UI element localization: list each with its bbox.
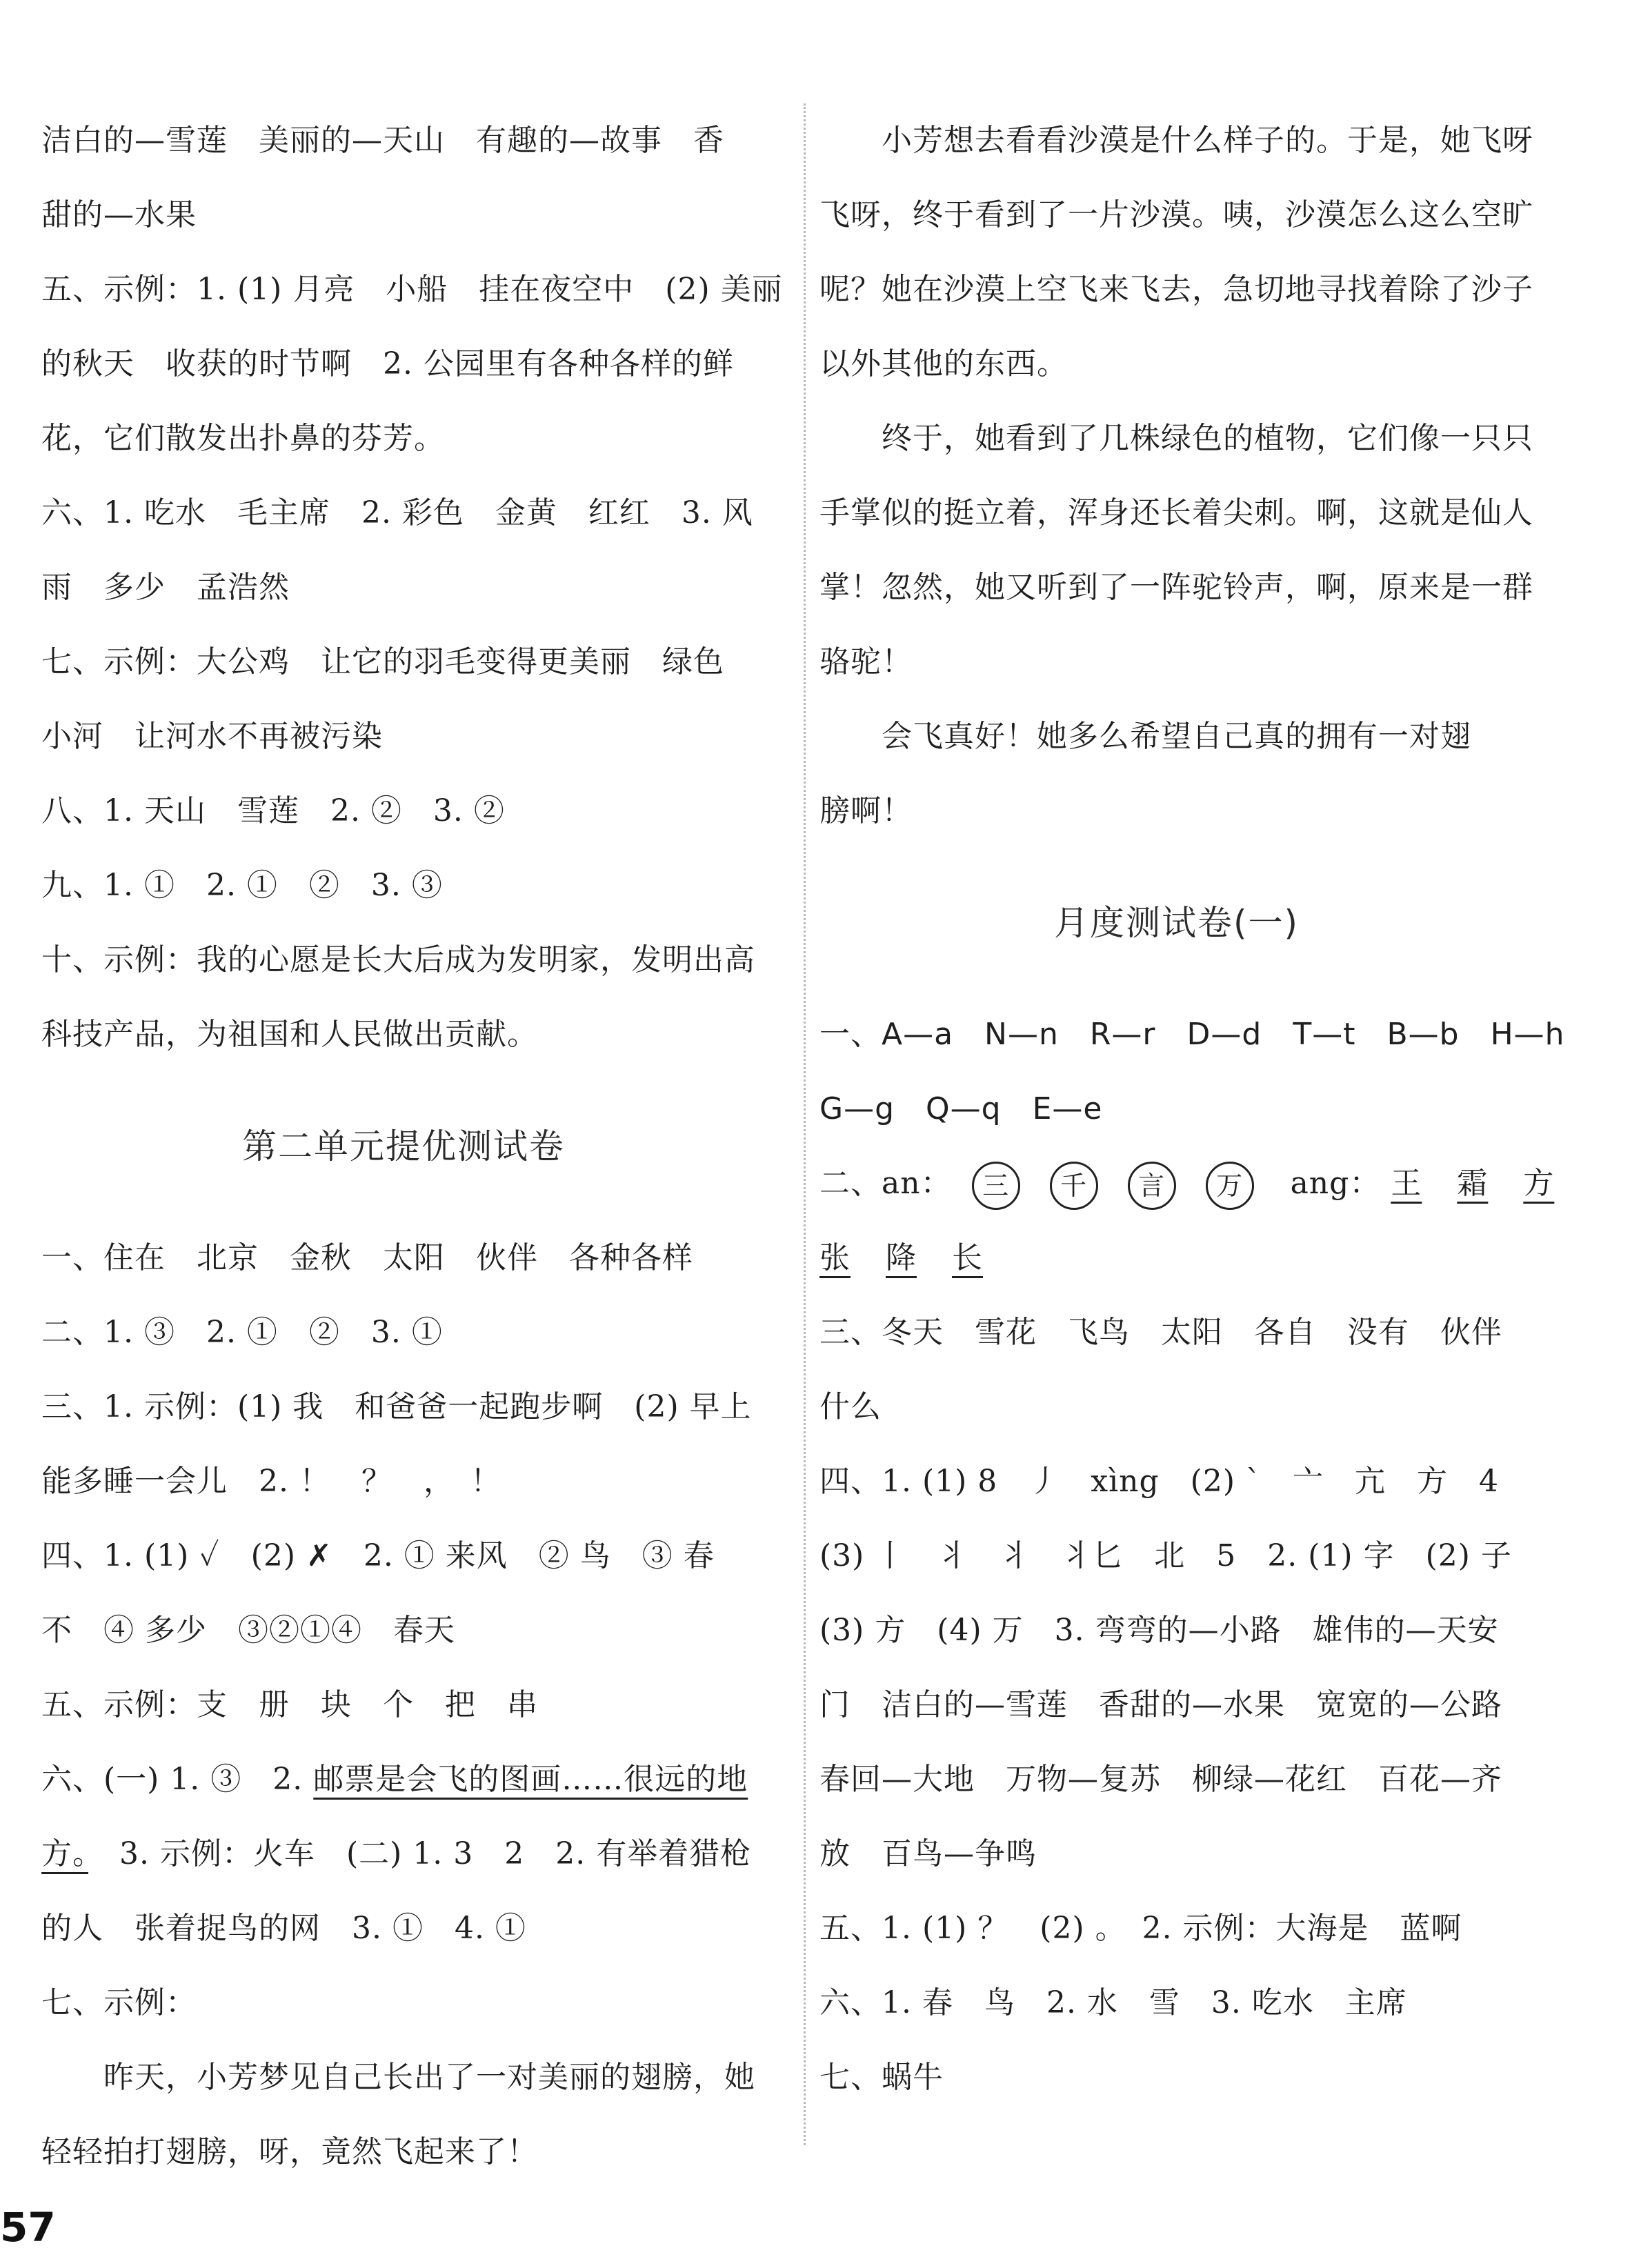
- essay-line: 手掌似的挺立着，浑身还长着尖刺。啊，这就是仙人: [819, 495, 1533, 530]
- text-line: [41, 1742, 766, 1817]
- text-line: G—g Q—q E—e: [819, 1091, 1103, 1126]
- circled-char: 三: [972, 1162, 1020, 1210]
- essay-line: 呢？她在沙漠上空飞来飞去，急切地寻找着除了沙子: [819, 272, 1533, 307]
- text-line: (3) 方 (4) 万 3. 弯弯的—小路 雄伟的—天安: [819, 1613, 1499, 1648]
- text-line: 小河 让河水不再被污染: [41, 719, 383, 754]
- text-line: 一、住在 北京 金秋 太阳 伙伴 各种各样: [41, 1240, 693, 1275]
- text-line: 五、示例：1. (1) 月亮 小船 挂在夜空中 (2) 美丽: [41, 272, 783, 307]
- text-line: [819, 1221, 1533, 1295]
- text-line: 六、1. 春 鸟 2. 水 雪 3. 吃水 主席: [819, 1985, 1407, 2020]
- text-line: 七、示例：: [41, 1985, 197, 2020]
- text-line: 一、A—a N—n R—r D—d T—t B—b H—h: [819, 1017, 1565, 1052]
- line-part: 3. 示例：火车 (二) 1. 3 2 2. 有举着猎枪: [88, 1836, 752, 1871]
- section-heading: 月度测试卷(一): [1053, 903, 1299, 943]
- text-line: 能多睡一会儿 2. ！ ？ ， ！: [41, 1464, 501, 1499]
- left-column: [41, 103, 783, 2189]
- line-part: ang：: [1290, 1166, 1381, 1201]
- text-line: 不 ④ 多少 ③②①④ 春天: [41, 1613, 455, 1648]
- text-line: 四、1. (1) ✓ (2) ✗ 2. ① 来风 ② 鸟 ③ 春: [41, 1538, 715, 1573]
- text-line: [41, 1817, 766, 1891]
- underlined-char: 霜: [1457, 1166, 1489, 1201]
- essay-line: 小芳想去看看沙漠是什么样子的。于是，她飞呀: [882, 123, 1533, 158]
- right-column: [819, 103, 1565, 2115]
- text-line: 的秋天 收获的时节啊 2. 公园里有各种各样的鲜: [41, 346, 734, 381]
- text-line: 六、1. 吃水 毛主席 2. 彩色 金黄 红红 3. 风: [41, 495, 753, 530]
- essay-line: 终于，她看到了几株绿色的植物，它们像一只只: [882, 421, 1533, 456]
- underlined-char: 降: [886, 1240, 917, 1275]
- line-part: 二、an：: [819, 1166, 952, 1201]
- text-line: 雨 多少 孟浩然: [41, 570, 290, 605]
- text-line: 的人 张着捉鸟的网 3. ① 4. ①: [41, 1911, 526, 1946]
- text-line: 二、1. ③ 2. ① ② 3. ①: [41, 1315, 443, 1350]
- section-heading: 第二单元提优测试卷: [242, 1126, 565, 1166]
- essay-line: 膀啊！: [819, 793, 913, 828]
- text-line: 科技产品，为祖国和人民做出贡献。: [41, 1017, 538, 1052]
- text-line: 放 百鸟—争鸣: [819, 1836, 1037, 1871]
- underlined-char: 方: [1523, 1166, 1555, 1201]
- essay-line: 骆驼！: [819, 644, 913, 679]
- column-divider: [804, 103, 806, 2145]
- text-line: 八、1. 天山 雪莲 2. ② 3. ②: [41, 793, 505, 828]
- text-line: 什么: [819, 1389, 882, 1424]
- text-line: 五、1. (1) ？ (2) 。 2. 示例：大海是 蓝啊: [819, 1911, 1462, 1946]
- essay-line: 轻轻拍打翅膀，呀，竟然飞起来了！: [41, 2134, 538, 2169]
- text-line: 五、示例：支 册 块 个 把 串: [41, 1687, 538, 1722]
- text-line: 甜的—水果: [41, 197, 197, 232]
- text-line: 洁白的—雪莲 美丽的—天山 有趣的—故事 香: [41, 123, 724, 158]
- page-number: 57: [0, 2204, 56, 2251]
- underlined-char: 张: [819, 1240, 851, 1275]
- circled-char: 言: [1128, 1162, 1176, 1210]
- text-line: [819, 1146, 1555, 1221]
- text-line: 九、1. ① 2. ① ② 3. ③: [41, 868, 443, 903]
- essay-line: 飞呀，终于看到了一片沙漠。咦，沙漠怎么这么空旷: [819, 197, 1533, 232]
- essay-line: 会飞真好！她多么希望自己真的拥有一对翅: [882, 719, 1471, 754]
- text-line: 春回—大地 万物—复苏 柳绿—花红 百花—齐: [819, 1762, 1502, 1797]
- underlined-answer: 方。: [41, 1836, 88, 1871]
- text-line: 门 洁白的—雪莲 香甜的—水果 宽宽的—公路: [819, 1687, 1502, 1722]
- text-line: 七、蜗牛: [819, 2060, 944, 2095]
- text-line: 七、示例：大公鸡 让它的羽毛变得更美丽 绿色: [41, 644, 724, 679]
- underlined-char: 长: [952, 1240, 983, 1275]
- circled-char: 万: [1206, 1162, 1254, 1210]
- underlined-char: 王: [1391, 1166, 1422, 1201]
- text-line: 十、示例：我的心愿是长大后成为发明家，发明出高: [41, 942, 755, 977]
- text-line: 三、冬天 雪花 飞鸟 太阳 各自 没有 伙伴: [819, 1315, 1502, 1350]
- line-part: 六、(一) 1. ③ 2.: [41, 1762, 314, 1797]
- circled-char: 千: [1050, 1162, 1098, 1210]
- text-line: 花，它们散发出扑鼻的芬芳。: [41, 421, 445, 456]
- underlined-answer: 邮票是会飞的图画……很远的地: [313, 1762, 748, 1797]
- essay-line: 掌！忽然，她又听到了一阵驼铃声，啊，原来是一群: [819, 570, 1533, 605]
- essay-line: 昨天，小芳梦见自己长出了一对美丽的翅膀，她: [103, 2060, 755, 2095]
- text-line: (3) 丨 丬 丬 丬匕 北 5 2. (1) 字 (2) 子: [819, 1538, 1512, 1573]
- essay-line: 以外其他的东西。: [819, 346, 1068, 381]
- text-line: 三、1. 示例：(1) 我 和爸爸一起跑步啊 (2) 早上: [41, 1389, 752, 1424]
- text-line: 四、1. (1) 8 丿 xìng (2) ˋ 亠 亢 方 4: [819, 1464, 1499, 1499]
